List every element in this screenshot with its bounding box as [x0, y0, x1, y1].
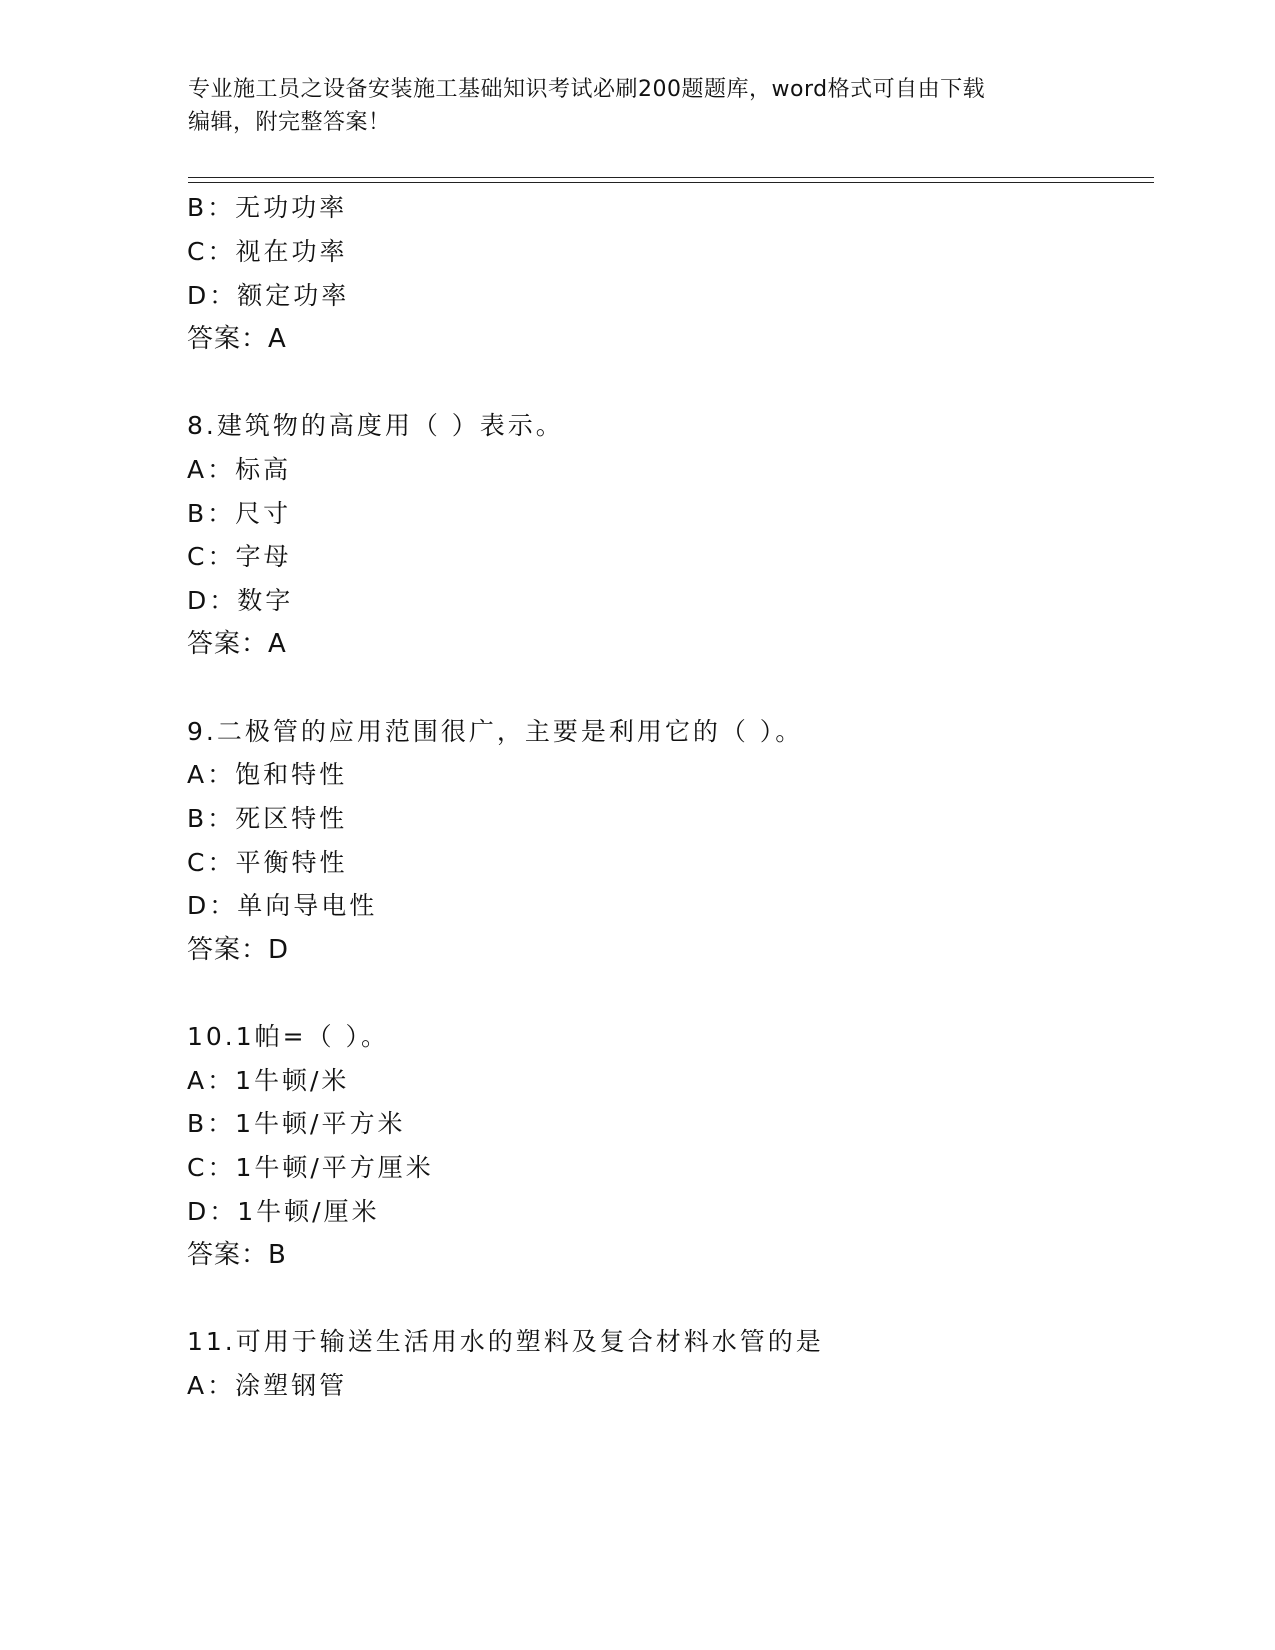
option-a: A：1牛顿/米: [187, 1066, 350, 1095]
header-divider-bottom: [188, 182, 1154, 183]
answer-line: 答案：A: [187, 629, 287, 659]
option-b: B：死区特性: [187, 804, 348, 833]
option-b: B：无功功率: [187, 193, 348, 222]
option-b: B：1牛顿/平方米: [187, 1109, 406, 1138]
header-line-2: 编辑，附完整答案！: [188, 110, 391, 135]
option-c: C：1牛顿/平方厘米: [187, 1153, 434, 1182]
question-stem-8: 8.建筑物的高度用（ ）表示。: [187, 411, 564, 440]
question-stem-10: 10.1帕=（ ）。: [187, 1022, 390, 1051]
question-stem-11: 11.可用于输送生活用水的塑料及复合材料水管的是: [187, 1327, 824, 1356]
header-line-1: 专业施工员之设备安装施工基础知识考试必刷200题题库，word格式可自由下载: [188, 77, 986, 102]
document-header: [188, 73, 1088, 139]
option-c: C：平衡特性: [187, 848, 348, 877]
answer-line: 答案：A: [187, 324, 287, 354]
option-d: D：单向导电性: [187, 891, 378, 920]
option-b: B：尺寸: [187, 499, 292, 528]
answer-line: 答案：B: [187, 1240, 287, 1270]
option-c: C：字母: [187, 542, 292, 571]
option-a: A：饱和特性: [187, 760, 348, 789]
header-divider-top: [188, 177, 1154, 178]
option-d: D：1牛顿/厘米: [187, 1197, 380, 1226]
option-d: D：额定功率: [187, 281, 350, 310]
option-d: D：数字: [187, 586, 294, 615]
answer-line: 答案：D: [187, 935, 290, 965]
option-a: A：标高: [187, 455, 292, 484]
option-a: A：涂塑钢管: [187, 1371, 348, 1400]
option-c: C：视在功率: [187, 237, 348, 266]
question-stem-9: 9.二极管的应用范围很广，主要是利用它的（ ）。: [187, 717, 804, 746]
